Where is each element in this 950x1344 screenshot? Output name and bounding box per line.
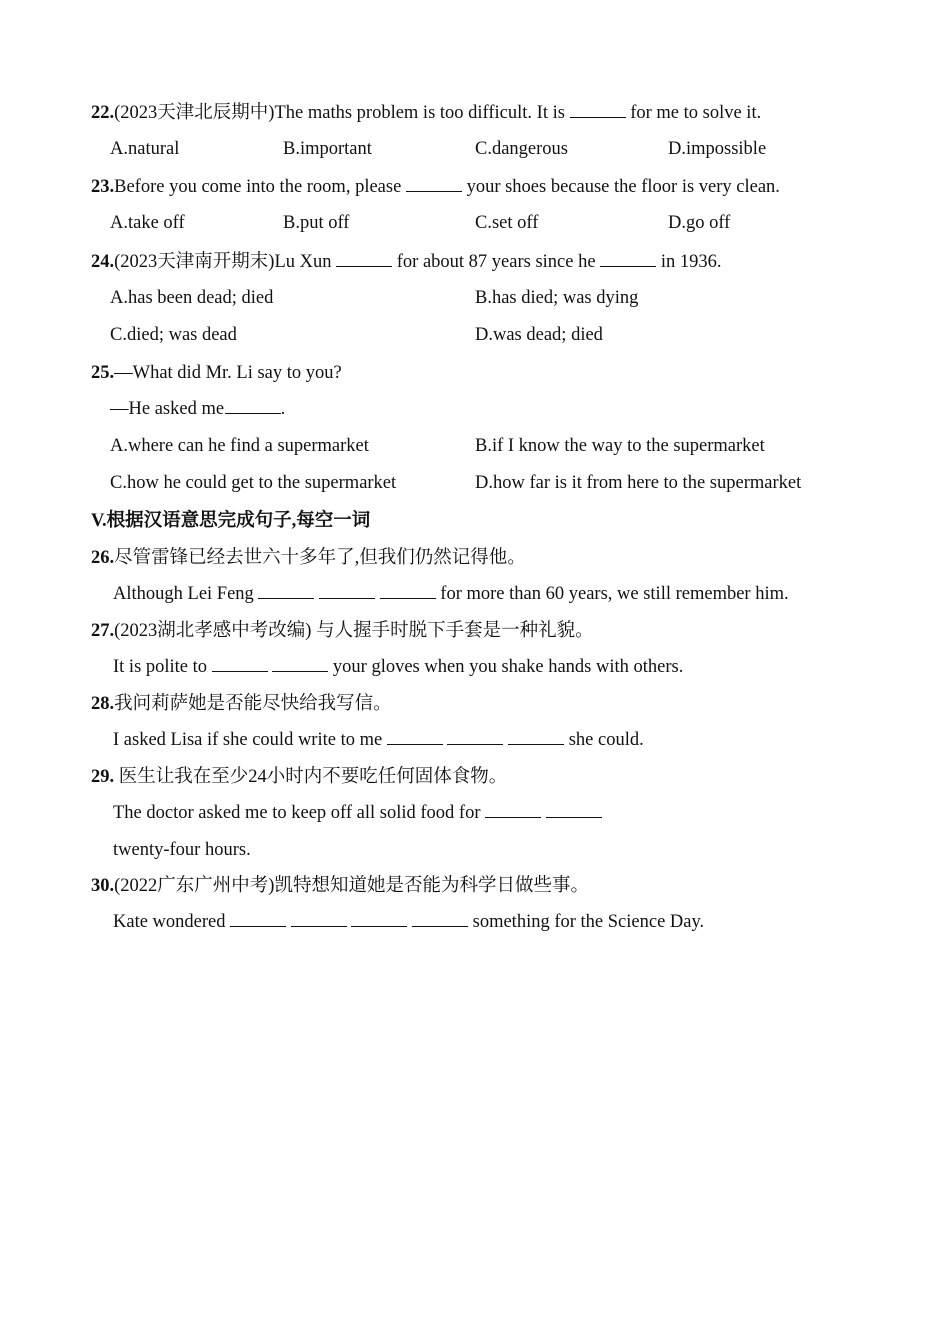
answer-blank[interactable]: [380, 582, 436, 599]
sentence-text: It is polite to: [113, 657, 208, 677]
question-text: for about 87 years since he: [396, 252, 596, 272]
sentence-text: your gloves when you shake hands with others.: [332, 657, 684, 677]
sentence-text: she could.: [568, 730, 644, 750]
question-source: (2023天津南开期末): [114, 252, 275, 272]
sentence-text: something for the Science Day.: [472, 912, 705, 932]
option-c: C.dangerous: [475, 139, 568, 159]
question-23: [91, 175, 780, 199]
answer-blank[interactable]: [291, 910, 347, 927]
answer-blank[interactable]: [272, 655, 328, 672]
question-number: 25.: [91, 363, 115, 383]
question-number: 29.: [91, 767, 115, 787]
answer-blank[interactable]: [225, 397, 281, 414]
question-text: Lu Xun: [274, 252, 332, 272]
option-c: C.how he could get to the supermarket: [110, 473, 397, 493]
answer-blank[interactable]: [508, 728, 564, 745]
chinese-prompt: 尽管雷锋已经去世六十多年了,但我们仍然记得他。: [114, 548, 526, 568]
reply-text: —He asked me: [110, 399, 225, 419]
question-text: in 1936.: [660, 252, 722, 272]
chinese-prompt: 我问莉萨她是否能尽快给我写信。: [114, 694, 392, 714]
option-a: A.where can he find a supermarket: [110, 436, 369, 456]
answer-blank[interactable]: [406, 175, 462, 192]
answer-blank[interactable]: [412, 910, 468, 927]
chinese-prompt: (2022广东广州中考)凯特想知道她是否能为科学日做些事。: [114, 876, 589, 896]
question-28: [91, 692, 392, 716]
question-number: 28.: [91, 694, 115, 714]
question-number: 22.: [91, 103, 115, 123]
question-text: for me to solve it.: [630, 103, 762, 123]
answer-blank[interactable]: [258, 582, 314, 599]
answer-blank[interactable]: [485, 801, 541, 818]
question-number: 30.: [91, 876, 115, 896]
option-d: D.how far is it from here to the supermarket: [475, 473, 802, 493]
question-29: [91, 765, 507, 789]
option-d: D.go off: [668, 213, 731, 233]
question-26: [91, 546, 526, 570]
question-24: [91, 250, 721, 274]
option-a: A.has been dead; died: [110, 288, 274, 308]
answer-blank[interactable]: [570, 101, 626, 118]
question-number: 23.: [91, 177, 115, 197]
option-c: C.died; was dead: [110, 325, 237, 345]
question-text: your shoes because the floor is very clean.: [466, 177, 780, 197]
question-source: (2023天津北辰期中): [114, 103, 275, 123]
question-30: [91, 874, 589, 898]
question-number: 26.: [91, 548, 115, 568]
answer-blank[interactable]: [319, 582, 375, 599]
question-text: —What did Mr. Li say to you?: [114, 363, 342, 383]
sentence-text: Kate wondered: [113, 912, 226, 932]
question-27-english: [113, 655, 683, 679]
question-number: 27.: [91, 621, 115, 641]
option-d: D.was dead; died: [475, 325, 603, 345]
question-28-english: [113, 728, 644, 752]
answer-blank[interactable]: [600, 250, 656, 267]
question-25: [91, 361, 342, 385]
question-29-continuation: twenty-four hours.: [113, 840, 251, 860]
sentence-text: for more than 60 years, we still remember him.: [440, 584, 789, 604]
option-c: C.set off: [475, 213, 539, 233]
question-text: Before you come into the room, please: [114, 177, 402, 197]
answer-blank[interactable]: [447, 728, 503, 745]
question-26-english: [113, 582, 789, 606]
answer-blank[interactable]: [546, 801, 602, 818]
answer-blank[interactable]: [351, 910, 407, 927]
question-27: [91, 619, 594, 643]
reply-text: .: [280, 399, 286, 419]
question-number: 24.: [91, 252, 115, 272]
answer-blank[interactable]: [212, 655, 268, 672]
question-25-reply: [110, 397, 285, 421]
option-b: B.if I know the way to the supermarket: [475, 436, 765, 456]
answer-blank[interactable]: [387, 728, 443, 745]
option-b: B.important: [283, 139, 372, 159]
section-title: V.根据汉语意思完成句子,每空一词: [91, 511, 371, 531]
option-b: B.has died; was dying: [475, 288, 639, 308]
option-b: B.put off: [283, 213, 350, 233]
question-text: The maths problem is too difficult. It is: [274, 103, 565, 123]
sentence-text: Although Lei Feng: [113, 584, 254, 604]
sentence-text: I asked Lisa if she could write to me: [113, 730, 383, 750]
answer-blank[interactable]: [230, 910, 286, 927]
question-29-english: [113, 801, 602, 825]
chinese-prompt: 医生让我在至少24小时内不要吃任何固体食物。: [114, 767, 508, 787]
answer-blank[interactable]: [336, 250, 392, 267]
sentence-text: The doctor asked me to keep off all solid food for: [113, 803, 481, 823]
chinese-prompt: (2023湖北孝感中考改编) 与人握手时脱下手套是一种礼貌。: [114, 621, 594, 641]
question-22: [91, 101, 761, 125]
option-a: A.natural: [110, 139, 180, 159]
question-30-english: [113, 910, 704, 934]
option-d: D.impossible: [668, 139, 767, 159]
option-a: A.take off: [110, 213, 185, 233]
